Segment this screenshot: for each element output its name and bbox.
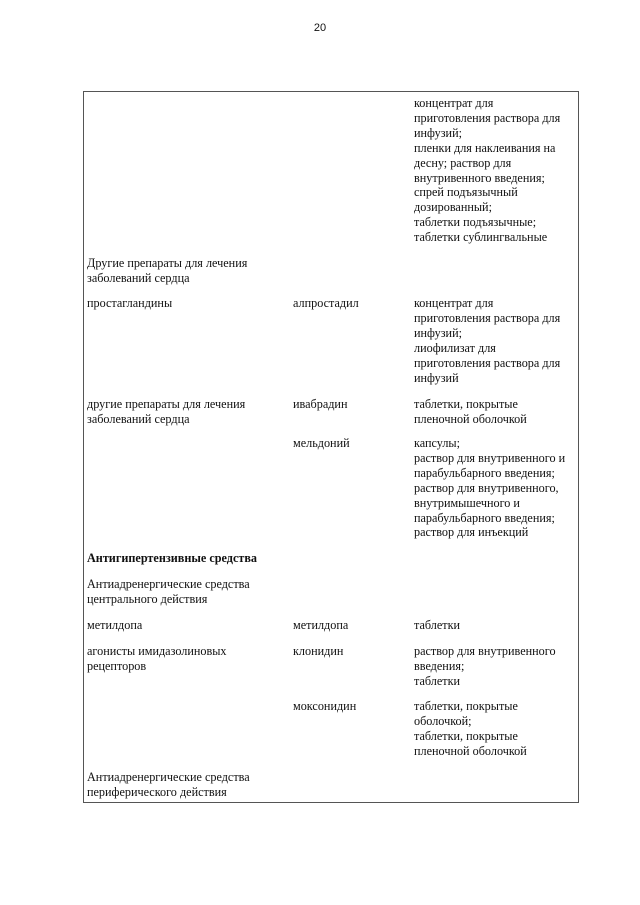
dosage-form-cell: капсулы; раствор для внутривенного и парабульбарного введения; раствор для внутривенного, внутримышечного и парабульбарного введения; раствор для инъекций bbox=[414, 436, 566, 540]
drug-name-cell: клонидин bbox=[293, 644, 344, 658]
dosage-form-cell: концентрат для приготовления раствора для инфузий; пленки для наклеивания на десну; раствор для внутривенного введения; спрей подъязычный дозированный; таблетки подъязычные; таблетки сублингвальные bbox=[414, 96, 561, 245]
drug-name-cell: мельдоний bbox=[293, 436, 350, 450]
drug-name-cell: алпростадил bbox=[293, 296, 359, 310]
group-cell: Антиадренергические средства центрального действия bbox=[87, 577, 250, 606]
page-number: 20 bbox=[313, 22, 327, 34]
dosage-form-cell: концентрат для приготовления раствора для инфузий; лиофилизат для приготовления раствора для инфузий bbox=[414, 296, 561, 385]
group-cell: другие препараты для лечения заболеваний сердца bbox=[87, 397, 246, 426]
dosage-form-cell: раствор для внутривенного введения; таблетки bbox=[414, 644, 556, 688]
dosage-form-cell: таблетки, покрытые оболочкой; таблетки, покрытые пленочной оболочкой bbox=[414, 699, 527, 758]
section-heading: Антигипертензивные средства bbox=[87, 551, 258, 565]
dosage-form-cell: таблетки bbox=[414, 618, 461, 632]
group-cell: простагландины bbox=[87, 296, 173, 310]
drug-name-cell: метилдопа bbox=[293, 618, 349, 632]
drug-name-cell: моксонидин bbox=[293, 699, 357, 713]
dosage-form-cell: таблетки, покрытые пленочной оболочкой bbox=[414, 397, 527, 426]
group-cell: агонисты имидазолиновых рецепторов bbox=[87, 644, 227, 673]
group-cell: Антиадренергические средства периферического действия bbox=[87, 770, 250, 799]
drug-name-cell: ивабрадин bbox=[293, 397, 348, 411]
group-cell: метилдопа bbox=[87, 618, 143, 632]
group-cell: Другие препараты для лечения заболеваний сердца bbox=[87, 256, 248, 285]
